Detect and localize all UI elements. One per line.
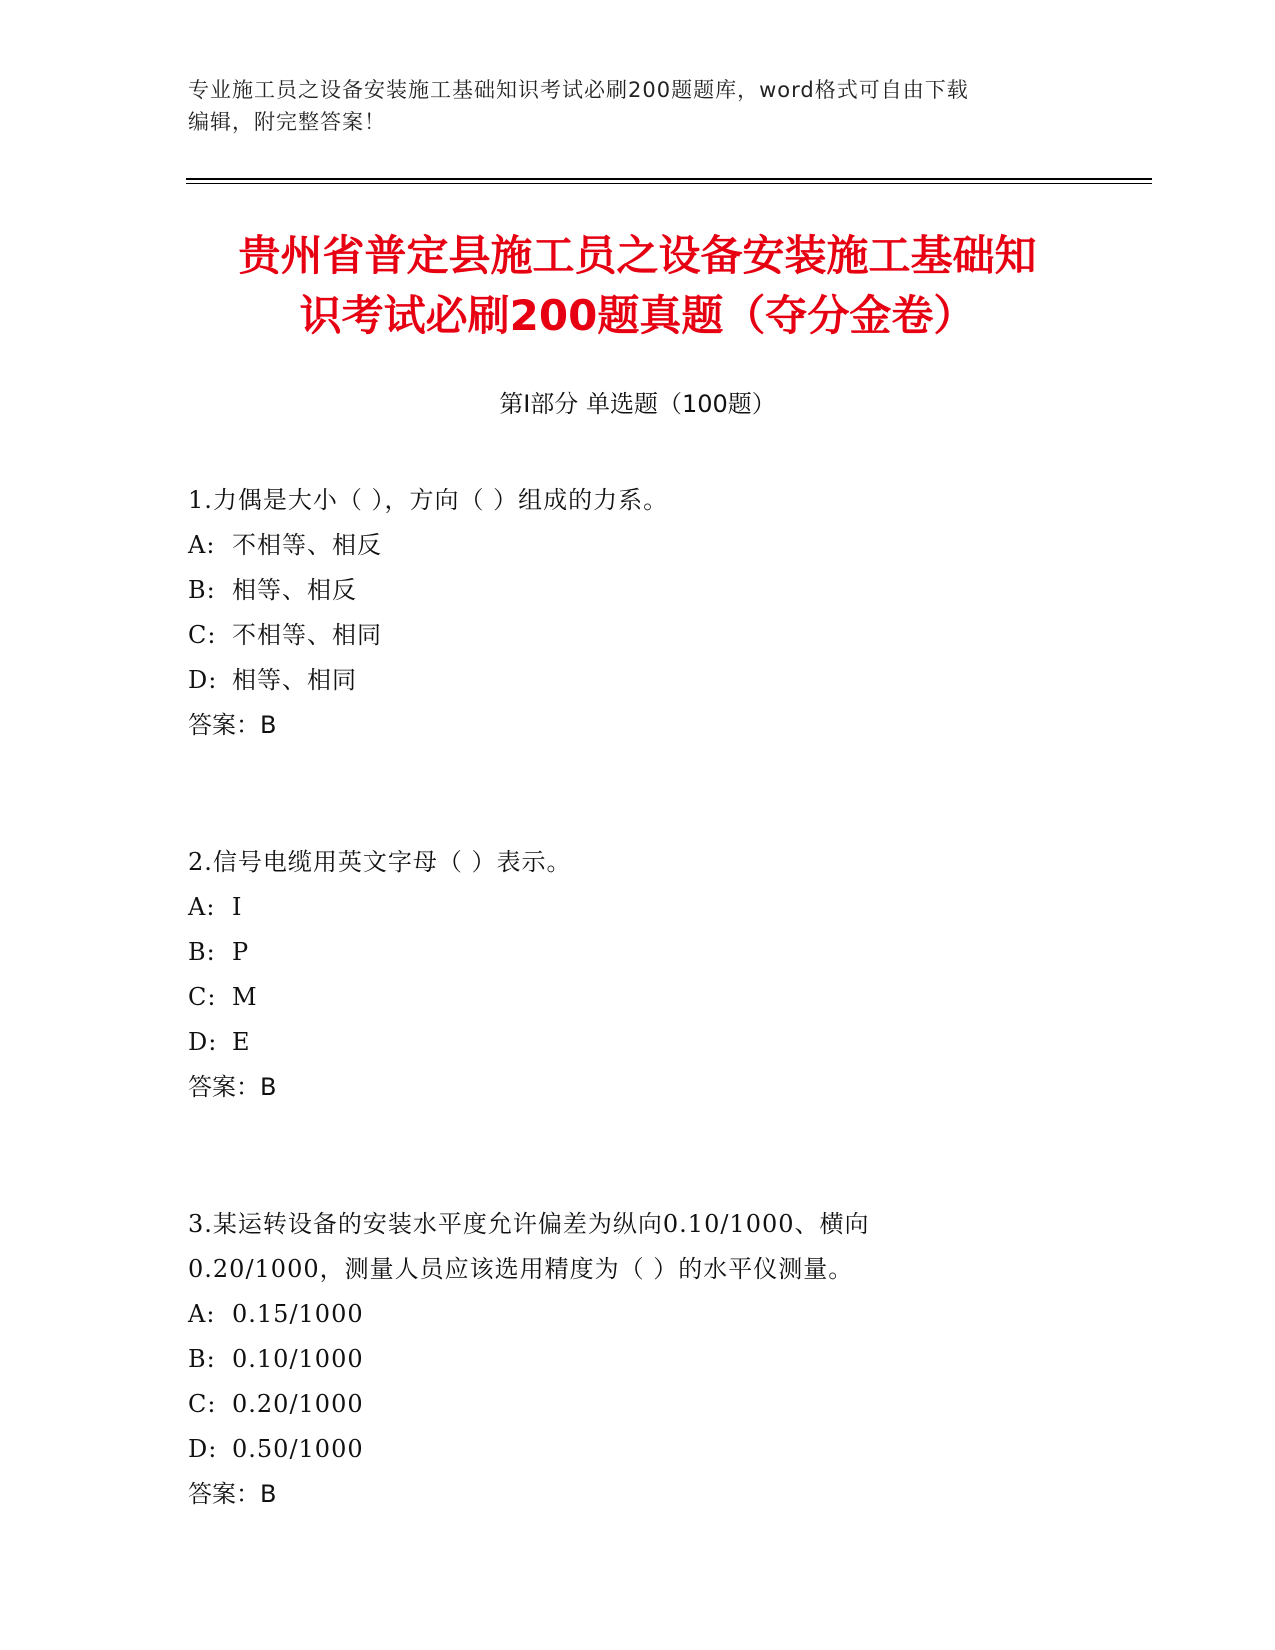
- option-text: M: [232, 983, 258, 1011]
- option-key: A:: [188, 531, 216, 559]
- option-d: [188, 1427, 1088, 1472]
- option-text: 不相等、相同: [232, 621, 382, 649]
- option-c: [188, 1382, 1088, 1427]
- document-title-line-2: 识考试必刷200题真题（夺分金卷）: [299, 291, 976, 340]
- option-b: [188, 568, 1088, 613]
- option-text: P: [232, 938, 250, 966]
- option-a: [188, 885, 1088, 930]
- option-text: 0.15/1000: [232, 1300, 364, 1328]
- header-divider-thick: [186, 178, 1152, 180]
- question-stem-line-2: 0.20/1000，测量人员应该选用精度为（ ）的水平仪测量。: [188, 1255, 854, 1283]
- answer-line: 答案：B: [188, 711, 277, 739]
- header-note-line-2: 编辑，附完整答案！: [188, 110, 386, 134]
- option-key: D:: [188, 1028, 218, 1056]
- header-note: [188, 74, 1068, 138]
- option-d: [188, 658, 1088, 703]
- option-key: B:: [188, 576, 216, 604]
- question-stem: 2.信号电缆用英文字母（ ）表示。: [188, 848, 572, 876]
- answer-line: 答案：B: [188, 1073, 277, 1101]
- document-title: [150, 226, 1125, 346]
- option-text: 不相等、相反: [232, 531, 382, 559]
- question-3: [188, 1202, 1088, 1517]
- question-1: [188, 478, 1088, 748]
- question-stem-line-1: 3.某运转设备的安装水平度允许偏差为纵向0.10/1000、横向: [188, 1210, 870, 1238]
- option-c: [188, 613, 1088, 658]
- option-a: [188, 1292, 1088, 1337]
- option-c: [188, 975, 1088, 1020]
- option-text: 相等、相同: [232, 666, 357, 694]
- option-key: C:: [188, 621, 217, 649]
- option-key: A:: [188, 893, 216, 921]
- option-key: B:: [188, 938, 216, 966]
- option-key: A:: [188, 1300, 216, 1328]
- option-key: B:: [188, 1345, 216, 1373]
- option-key: D:: [188, 1435, 218, 1463]
- question-2: [188, 840, 1088, 1110]
- option-d: [188, 1020, 1088, 1065]
- option-text: I: [232, 893, 243, 921]
- document-title-line-1: 贵州省普定县施工员之设备安装施工基础知: [238, 231, 1037, 280]
- question-list: [188, 478, 1088, 1517]
- option-text: 0.10/1000: [232, 1345, 364, 1373]
- header-divider-thin: [186, 183, 1152, 184]
- option-text: 相等、相反: [232, 576, 357, 604]
- option-text: 0.50/1000: [232, 1435, 364, 1463]
- option-key: C:: [188, 1390, 217, 1418]
- option-key: D:: [188, 666, 218, 694]
- question-stem: 1.力偶是大小（ ），方向（ ）组成的力系。: [188, 486, 669, 514]
- header-note-line-1: 专业施工员之设备安装施工基础知识考试必刷200题题库，word格式可自由下载: [188, 78, 969, 102]
- option-text: 0.20/1000: [232, 1390, 364, 1418]
- option-key: C:: [188, 983, 217, 1011]
- option-text: E: [232, 1028, 251, 1056]
- answer-line: 答案：B: [188, 1480, 277, 1508]
- option-b: [188, 930, 1088, 975]
- option-b: [188, 1337, 1088, 1382]
- option-a: [188, 523, 1088, 568]
- section-heading: 第Ⅰ部分 单选题（100题）: [499, 390, 776, 418]
